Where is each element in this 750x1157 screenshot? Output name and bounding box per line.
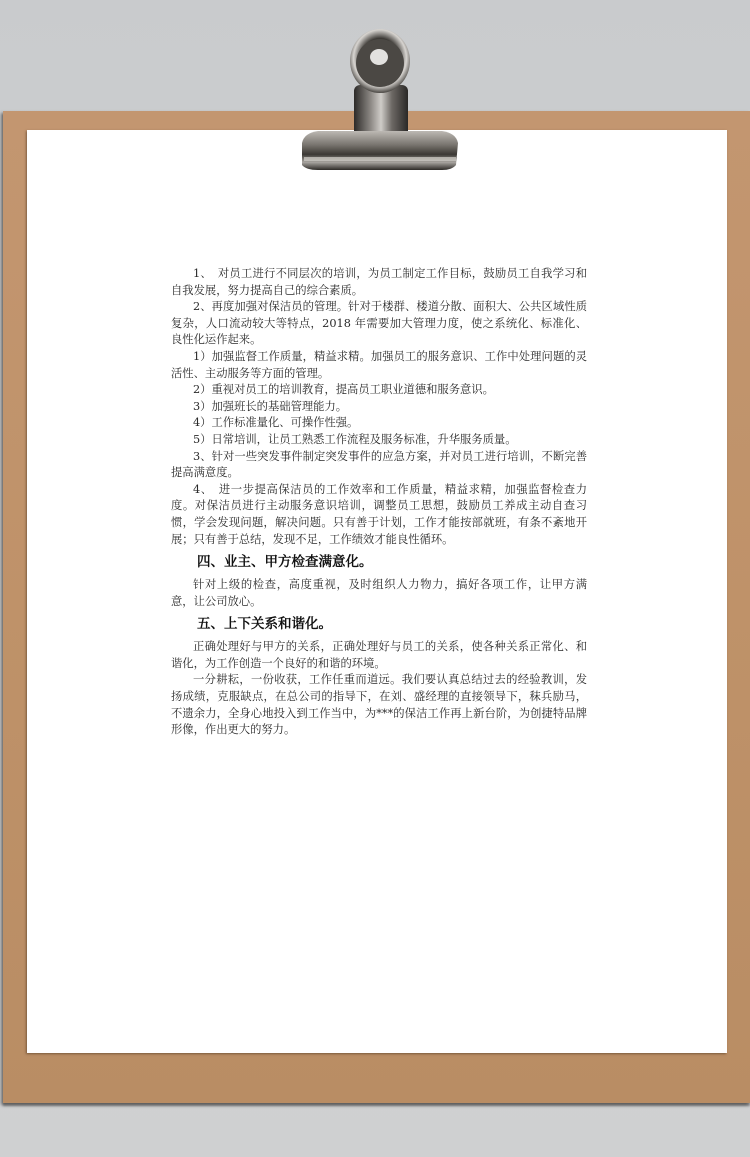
paragraph-sub-5: 5）日常培训，让员工熟悉工作流程及服务标准，升华服务质量。: [193, 432, 517, 446]
paragraph-relations: 正确处理好与甲方的关系，正确处理好与员工的关系，使各种关系正常化、和谐化，为工作创造一个良好的和谐的环境。: [171, 640, 587, 670]
paragraph-sub-3: 3）加强班长的基础管理能力。: [193, 399, 348, 413]
paragraph-emergency-plan: 3、针对一些突发事件制定突发事件的应急方案，并对员工进行培训，不断完善提高满意度。: [171, 449, 587, 480]
paragraph-training: 1、 对员工进行不同层次的培训，为员工制定工作目标，鼓励员工自我学习和自我发展，努力提高自己的综合素质。: [171, 267, 587, 297]
paragraph-inspection: 针对上级的检查，高度重视，及时组织人力物力，搞好各项工作，让甲方满意，让公司放心。: [171, 578, 587, 608]
binder-clip-icon: [296, 25, 464, 170]
paragraph-sub-4: 4）工作标准量化、可操作性强。: [193, 416, 359, 430]
section-heading-4: 四、业主、甲方检查满意化。: [197, 554, 373, 571]
paragraph-conclusion: 一分耕耘，一份收获，工作任重而道远。我们要认真总结过去的经验教训，发扬成绩，克服缺点，在总公司的指导下，在刘、盛经理的直接领导下，秣兵励马，不遗余力，全身心地投入到工作当中，为***的保洁工作再上新台阶，为创捷特品牌形像，作出更大的努力。: [171, 673, 587, 737]
paragraph-sub-1: 1）加强监督工作质量，精益求精。加强员工的服务意识、工作中处理问题的灵活性、主动服务等方面的管理。: [171, 349, 587, 380]
paragraph-sub-2: 2）重视对员工的培训教育，提高员工职业道德和服务意识。: [193, 383, 494, 397]
paragraph-efficiency: 4、 进一步提高保洁员的工作效率和工作质量，精益求精，加强监督检查力度。对保洁员进行主动服务意识培训，调整员工思想，鼓励员工养成主动自查习惯，学会发现问题，解决问题。只有善于计划，工作才能按部就班，有条不紊地开展；只有善于总结，发现不足，工作绩效才能良性循环。: [171, 482, 587, 546]
document-body: [171, 266, 587, 739]
paragraph-cleaner-management: 2、再度加强对保洁员的管理。针对于楼群、楼道分散、面积大、公共区域性质复杂，人口流动较大等特点，2018 年需要加大管理力度，使之系统化、标准化、良性化运作起来。: [171, 300, 587, 347]
section-heading-5: 五、上下关系和谐化。: [197, 616, 332, 633]
